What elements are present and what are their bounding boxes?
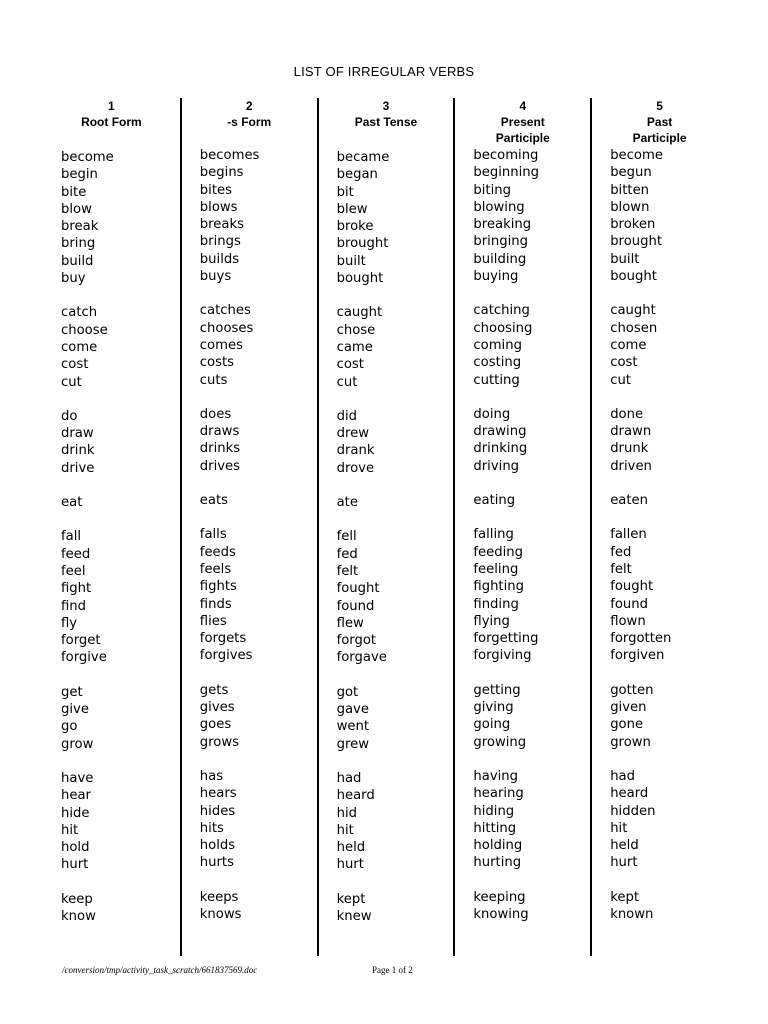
verb-form: grow <box>61 736 94 752</box>
verb-form: hitting <box>473 820 517 836</box>
word-list <box>43 149 180 925</box>
word-group <box>337 684 454 753</box>
verb-form: eating <box>473 493 516 509</box>
column-label: Root Form <box>81 115 142 129</box>
verb-form: forgot <box>336 633 377 649</box>
verb-form: finds <box>199 596 232 612</box>
verb-form: fallen <box>610 527 647 543</box>
verb-form: grew <box>336 736 369 752</box>
verb-form: bit <box>336 184 354 200</box>
word-group <box>200 492 317 509</box>
word-group <box>610 147 727 285</box>
verb-form: broke <box>336 219 374 235</box>
word-group <box>200 302 317 388</box>
column-header <box>592 98 727 150</box>
verb-form: keeping <box>473 889 526 905</box>
verb-form: felt <box>610 561 632 577</box>
verb-form: give <box>61 702 89 718</box>
verb-form: knew <box>336 908 372 924</box>
word-list <box>592 147 727 923</box>
verb-form: forget <box>61 633 101 649</box>
verb-form: knowing <box>473 906 529 922</box>
verb-form: fall <box>61 529 82 545</box>
verb-form: got <box>336 684 359 700</box>
verb-form: grows <box>199 734 240 750</box>
column-header <box>43 98 180 150</box>
verb-form: found <box>610 596 648 612</box>
verb-form: kept <box>610 889 640 905</box>
verb-form: drawing <box>473 424 527 440</box>
word-group <box>61 528 180 666</box>
verb-form: bring <box>61 236 96 252</box>
verb-form: gives <box>199 700 235 716</box>
verb-form: know <box>61 908 96 924</box>
verb-form: forgotten <box>610 631 672 647</box>
word-group <box>61 149 180 287</box>
word-group <box>610 682 727 751</box>
verb-form: bringing <box>473 234 528 250</box>
word-group <box>473 406 590 475</box>
verb-form: blows <box>199 199 238 215</box>
word-group <box>61 684 180 753</box>
verb-form: bite <box>61 184 87 200</box>
verb-form: feeds <box>199 544 236 560</box>
word-group <box>473 147 590 285</box>
word-group <box>337 408 454 477</box>
verb-form: forgetting <box>473 631 539 647</box>
word-group <box>200 889 317 924</box>
verb-form: grown <box>610 734 651 750</box>
verb-form: went <box>336 719 370 735</box>
verb-form: feeding <box>473 544 524 560</box>
verb-form: bites <box>199 182 232 198</box>
word-group <box>337 149 454 287</box>
verb-form: hit <box>61 822 79 838</box>
verb-form: has <box>199 768 224 784</box>
verb-form: gave <box>336 702 369 718</box>
verb-form: giving <box>473 700 514 716</box>
verb-form: hold <box>61 840 90 856</box>
verb-form: breaking <box>473 217 532 233</box>
word-group <box>473 768 590 872</box>
column-label: -s Form <box>227 115 272 129</box>
verb-form: costs <box>199 355 235 371</box>
verb-form: draw <box>61 426 94 442</box>
verb-form: eat <box>61 495 83 511</box>
column-root-form <box>43 98 180 956</box>
verb-form: feels <box>199 561 232 577</box>
verb-form: drive <box>61 460 95 476</box>
verb-form: hide <box>61 805 90 821</box>
word-group <box>200 147 317 285</box>
verb-form: driving <box>473 458 520 474</box>
verb-form: begins <box>199 165 244 181</box>
verb-form: fell <box>336 529 357 545</box>
verb-form: drunk <box>610 441 649 457</box>
verb-form: bought <box>610 269 657 285</box>
verb-form: becomes <box>199 148 260 163</box>
word-group <box>610 492 727 509</box>
verb-form: hit <box>336 822 354 838</box>
word-group <box>610 406 727 475</box>
column-number: 1 <box>108 99 115 113</box>
verb-form: forgets <box>199 631 247 647</box>
verb-form: fed <box>610 544 632 560</box>
word-list <box>455 147 590 923</box>
verb-form: fights <box>199 579 237 595</box>
verb-form: cost <box>336 357 364 373</box>
verb-form: forgave <box>336 650 387 666</box>
verb-form: cutting <box>473 372 520 388</box>
column-label: Present Participle <box>495 115 550 145</box>
word-group <box>200 406 317 475</box>
verb-form: hides <box>199 803 236 819</box>
column-number: 2 <box>245 99 253 113</box>
verb-form: built <box>610 251 640 267</box>
verb-form: knows <box>199 906 242 922</box>
verb-form: going <box>473 717 511 733</box>
verb-form: hid <box>336 805 357 821</box>
column-past-tense <box>317 98 454 956</box>
verb-form: chosen <box>610 320 658 336</box>
verb-form: found <box>336 598 375 614</box>
verb-form: go <box>61 719 78 735</box>
verb-form: holding <box>473 838 523 854</box>
verb-form: finding <box>473 596 519 612</box>
verb-form: break <box>61 219 99 235</box>
verb-form: heard <box>336 788 375 804</box>
verb-form: hurt <box>336 857 364 873</box>
word-group <box>610 526 727 664</box>
word-group <box>61 304 180 390</box>
verb-form: drinks <box>199 441 241 457</box>
verb-form: do <box>61 408 78 424</box>
verb-form: falls <box>199 527 227 543</box>
verb-form: comes <box>199 337 243 353</box>
verb-form: hurting <box>473 855 522 871</box>
verb-form: begin <box>61 167 98 183</box>
verb-form: drawn <box>610 424 652 440</box>
verb-form: built <box>336 253 366 269</box>
verb-form: flying <box>473 613 510 629</box>
verb-form: holds <box>199 838 236 854</box>
word-group <box>337 494 454 511</box>
word-group <box>200 526 317 664</box>
verb-form: fighting <box>473 579 524 595</box>
verb-form: does <box>199 406 232 422</box>
verb-form: had <box>610 768 635 784</box>
verb-form: have <box>61 770 94 786</box>
verb-form: given <box>610 700 647 716</box>
verb-form: hits <box>199 820 224 836</box>
verb-form: flies <box>199 613 227 629</box>
verb-form: draws <box>199 424 240 440</box>
word-group <box>61 770 180 874</box>
verb-form: hurt <box>610 855 638 871</box>
verb-form: bought <box>336 271 384 287</box>
verb-form: get <box>61 684 83 700</box>
verb-form: ate <box>336 495 358 511</box>
verb-form: drink <box>61 443 95 459</box>
verb-form: fed <box>336 546 358 562</box>
verb-form: cut <box>336 374 358 390</box>
word-list <box>182 147 317 923</box>
verb-form: fight <box>61 581 92 597</box>
word-group <box>610 302 727 388</box>
verb-form: choosing <box>473 320 533 336</box>
verb-form: kept <box>336 891 366 907</box>
verb-form: driven <box>610 458 652 474</box>
verb-form: feel <box>61 563 86 579</box>
verb-form: forgives <box>199 648 253 664</box>
word-group <box>473 682 590 751</box>
column-present-participle <box>453 98 590 956</box>
verb-form: hidden <box>610 803 656 819</box>
verb-form: feeling <box>473 561 519 577</box>
word-group <box>610 889 727 924</box>
word-group <box>610 768 727 872</box>
verb-form: hit <box>610 820 628 836</box>
word-group <box>61 408 180 477</box>
verb-form: cost <box>610 355 638 371</box>
verb-form: buying <box>473 269 519 285</box>
verb-form: buys <box>199 269 232 285</box>
verb-form: chose <box>336 322 376 338</box>
verb-form: chooses <box>199 320 254 336</box>
column-s-form <box>180 98 317 956</box>
column-label: Past Tense <box>354 115 418 129</box>
verb-form: gotten <box>610 682 654 698</box>
verb-form: feed <box>61 546 91 562</box>
word-group <box>61 891 180 926</box>
verb-form: caught <box>336 305 383 321</box>
word-group <box>337 528 454 666</box>
word-group <box>473 492 590 509</box>
verb-form: forgive <box>61 650 107 666</box>
verb-form: hiding <box>473 803 515 819</box>
verb-form: goes <box>199 717 232 733</box>
verb-form: broken <box>610 217 656 233</box>
verb-form: doing <box>473 406 511 422</box>
verb-form: catches <box>199 303 251 319</box>
verb-table <box>43 98 727 956</box>
verb-form: blow <box>61 201 92 217</box>
verb-form: catching <box>473 303 530 319</box>
verb-form: flown <box>610 613 646 629</box>
verb-form: forgiven <box>610 648 665 664</box>
verb-form: drinking <box>473 441 528 457</box>
verb-form: felt <box>336 563 359 579</box>
column-header <box>455 98 590 150</box>
verb-form: fought <box>610 579 654 595</box>
footer-file-path: /conversion/tmp/activity_task_scratch/661837569.doc <box>62 965 258 975</box>
verb-form: came <box>336 339 373 355</box>
verb-form: choose <box>61 322 108 338</box>
verb-form: hurts <box>199 855 234 871</box>
verb-form: flew <box>336 615 364 631</box>
verb-form: beginning <box>473 165 540 181</box>
verb-form: buy <box>61 271 86 287</box>
column-past-participle <box>590 98 727 956</box>
verb-form: drew <box>336 426 369 442</box>
verb-form: blown <box>610 199 650 215</box>
verb-form: begun <box>610 165 652 181</box>
verb-form: build <box>61 253 94 269</box>
word-list <box>319 149 454 925</box>
verb-form: come <box>610 337 647 353</box>
verb-form: brings <box>199 234 241 250</box>
word-group <box>337 304 454 390</box>
footer-page-number: Page 1 of 2 <box>372 965 413 975</box>
verb-form: keeps <box>199 889 239 905</box>
verb-form: builds <box>199 251 240 267</box>
verb-form: caught <box>610 303 656 319</box>
verb-form: bitten <box>610 182 650 198</box>
verb-form: costing <box>473 355 522 371</box>
verb-form: heard <box>610 786 649 802</box>
word-group <box>61 494 180 511</box>
verb-form: eaten <box>610 493 649 509</box>
verb-form: cost <box>61 357 89 373</box>
word-group <box>337 891 454 926</box>
verb-form: forgiving <box>473 648 532 664</box>
verb-form: become <box>61 150 114 165</box>
verb-form: fly <box>61 615 78 631</box>
verb-form: done <box>610 406 644 422</box>
verb-form: drank <box>336 443 375 459</box>
column-number: 3 <box>382 99 390 113</box>
verb-form: cuts <box>199 372 228 388</box>
verb-form: cut <box>61 374 82 390</box>
verb-form: drove <box>336 460 375 476</box>
verb-form: becoming <box>473 148 539 163</box>
column-label: Past Participle <box>632 115 687 145</box>
word-group <box>473 302 590 388</box>
verb-form: cut <box>610 372 631 388</box>
verb-form: did <box>336 408 357 424</box>
verb-form: held <box>336 840 366 856</box>
verb-form: drives <box>199 458 241 474</box>
verb-form: brought <box>610 234 663 250</box>
verb-form: find <box>61 598 87 614</box>
word-group <box>200 682 317 751</box>
page-title: LIST OF IRREGULAR VERBS <box>293 64 475 79</box>
verb-form: catch <box>61 305 98 321</box>
verb-form: eats <box>199 493 229 509</box>
verb-form: had <box>336 770 362 786</box>
column-header <box>319 98 454 150</box>
verb-form: getting <box>473 682 521 698</box>
word-group <box>473 526 590 664</box>
verb-form: biting <box>473 182 511 198</box>
verb-form: breaks <box>199 217 245 233</box>
column-header <box>182 98 317 150</box>
verb-form: blew <box>336 201 368 217</box>
verb-form: brought <box>336 236 389 252</box>
verb-form: coming <box>473 337 522 353</box>
verb-form: gets <box>199 682 229 698</box>
verb-form: come <box>61 339 98 355</box>
word-group <box>200 768 317 872</box>
verb-form: hurt <box>61 857 89 873</box>
verb-form: building <box>473 251 527 267</box>
verb-form: keep <box>61 891 93 907</box>
verb-form: falling <box>473 527 514 543</box>
verb-form: became <box>336 150 390 165</box>
verb-form: hears <box>199 786 237 802</box>
word-group <box>337 770 454 874</box>
verb-form: gone <box>610 717 644 733</box>
word-group <box>473 889 590 924</box>
verb-form: held <box>610 838 639 854</box>
verb-form: fought <box>336 581 380 597</box>
verb-form: hear <box>61 788 91 804</box>
column-number: 4 <box>519 99 527 113</box>
verb-form: having <box>473 768 519 784</box>
verb-form: known <box>610 906 654 922</box>
verb-form: growing <box>473 734 527 750</box>
verb-form: began <box>336 167 378 183</box>
verb-form: become <box>610 148 663 163</box>
verb-form: blowing <box>473 199 525 215</box>
verb-form: hearing <box>473 786 524 802</box>
column-number: 5 <box>656 99 663 113</box>
